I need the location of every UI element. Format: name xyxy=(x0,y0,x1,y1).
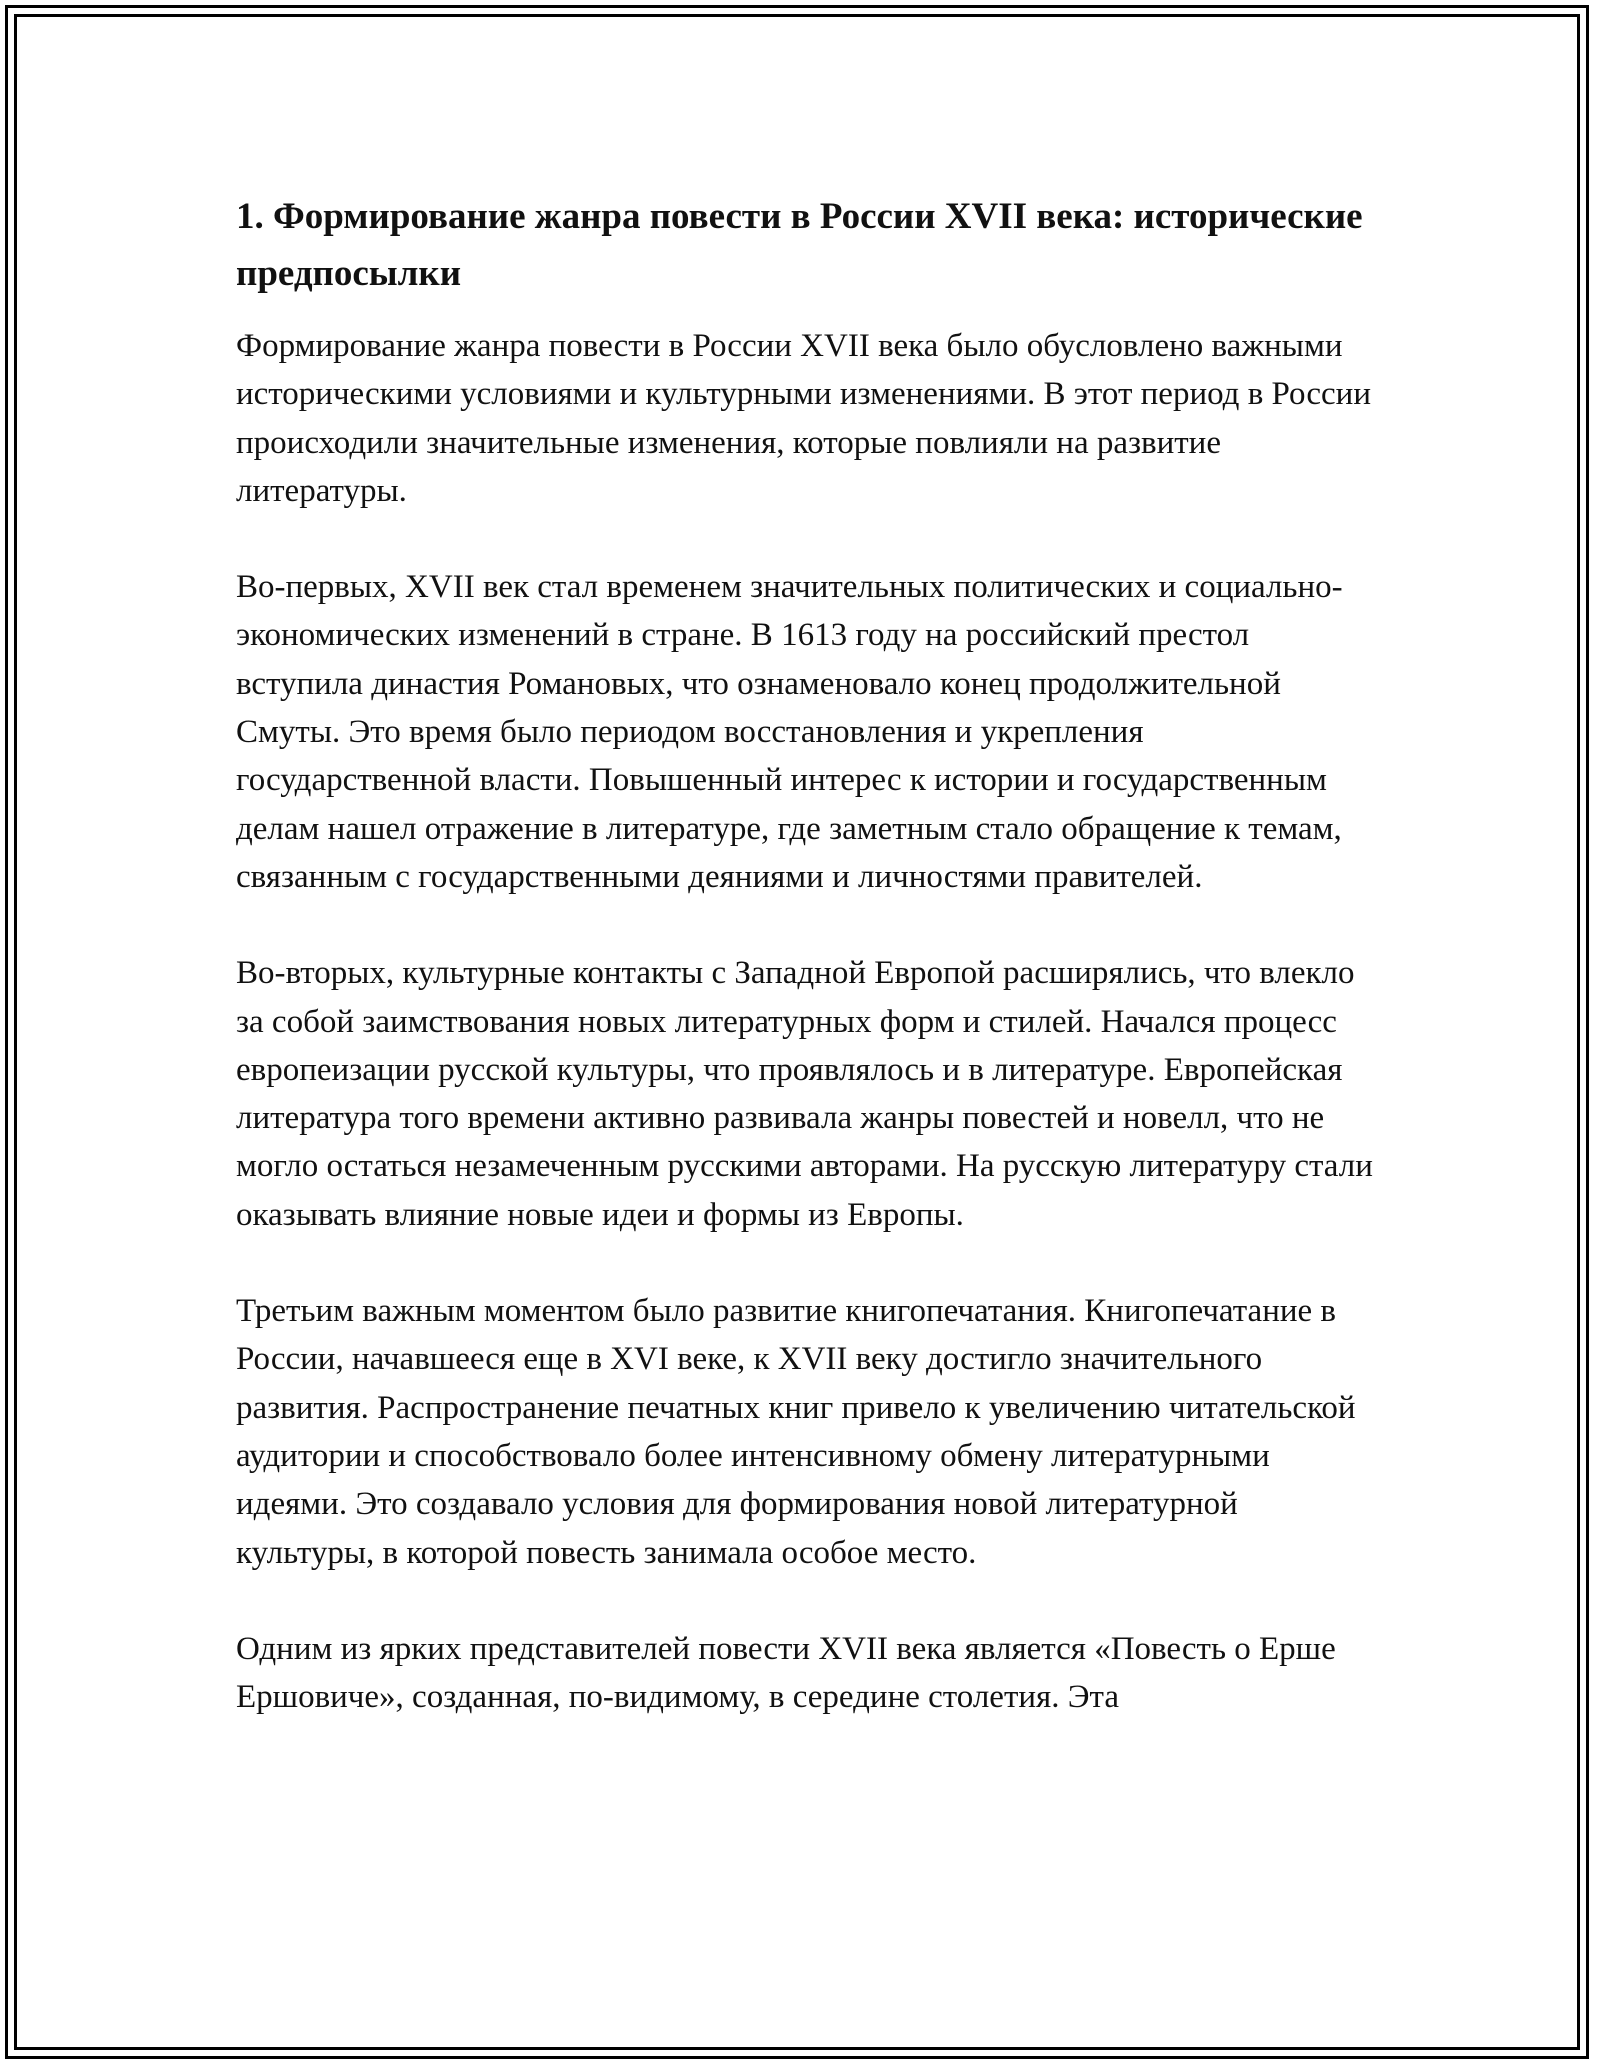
paragraph-intro: Формирование жанра повести в России XVII века было обусловлено важными историческими условиями и культурными изменениями. В этот период в России происходили значительные изменения, которые повлияли на развитие литературы. xyxy=(236,328,1371,509)
paragraph-ersh-ershovich: Одним из ярких представителей повести XVII века является «Повесть о Ерше Ершовиче», созданная, по-видимому, в середине столетия. Эта xyxy=(236,1630,1336,1716)
document-body xyxy=(236,188,1376,1769)
paragraph-cultural-contacts: Во-вторых, культурные контакты с Западной Европой расширялись, что влекло за собой заимствования новых литературных форм и стилей. Начался процесс европеизации русской культуры, что проявлялось и в литературе. Европейская литература того времени активно развивала жанры повестей и новелл, что не могло остаться незамеченным русскими авторами. На русскую литературу стали оказывать влияние новые идеи и формы из Европы. xyxy=(236,955,1373,1233)
paragraph-political-changes: Во-первых, XVII век стал временем значительных политических и социально-экономических изменений в стране. В 1613 году на российский престол вступила династия Романовых, что ознаменовало конец продолжительной Смуты. Это время было периодом восстановления и укрепления государственной власти. Повышенный интерес к истории и государственным делам нашел отражение в литературе, где заметным стало обращение к темам, связанным с государственными деяниями и личностями правителей. xyxy=(236,569,1343,895)
paragraph-book-printing: Третьим важным моментом было развитие книгопечатания. Книгопечатание в России, начавшееся еще в XVI веке, к XVII веку достигло значительного развития. Распространение печатных книг привело к увеличению читательской аудитории и способствовало более интенсивному обмену литературными идеями. Это создавало условия для формирования новой литературной культуры, в которой повесть занимала особое место. xyxy=(236,1293,1356,1571)
section-heading: 1. Формирование жанра повести в России XVII века: исторические предпосылки xyxy=(236,196,1363,294)
